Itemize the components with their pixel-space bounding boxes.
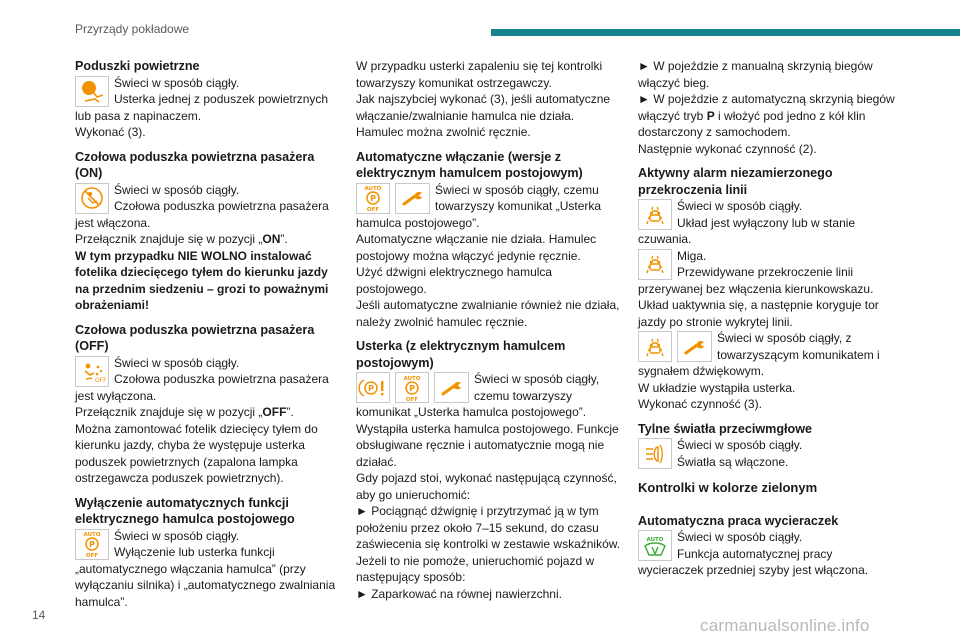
column-1	[75, 58, 343, 610]
svg-text:P: P	[368, 383, 374, 393]
lane-line-3: Miga.	[677, 248, 707, 263]
epb-fault-heading: Usterka (z elektrycznym hamulcem postojowym)	[356, 339, 566, 370]
auto-parking-brake-off-line-1: Świeci w sposób ciągły.	[114, 528, 240, 543]
auto-label: AUTO	[83, 532, 101, 538]
epb-fault-step-2: ► Zaparkować na równej nawierzchni.	[356, 586, 624, 603]
lane-line-8: Wykonać czynność (3).	[638, 397, 762, 411]
child-seat-warning: W tym przypadku NIE WOLNO instalować fotelika dziecięcego tyłem do kierunku jazdy na przednim siedzeniu – grozi to poważnymi obrażeniami!	[75, 248, 329, 312]
switch-text-c: ”.	[280, 232, 288, 246]
wrench-icon	[395, 183, 430, 214]
passenger-airbag-off-line-2: Czołowa poduszka powietrzna pasażera jest wyłączona.	[75, 372, 329, 403]
airbags-line-1: Świeci w sposób ciągły.	[114, 75, 240, 90]
auto-apply-heading: Automatyczne włączanie (wersje z elektrycznym hamulcem postojowym)	[356, 149, 583, 180]
gear-p: P	[706, 108, 715, 123]
auto-label: AUTO	[403, 375, 421, 382]
auto-wipers-line-1: Świeci w sposób ciągły.	[677, 530, 803, 544]
wrench-icon	[677, 331, 712, 362]
auto-wipers-line-2: Funkcja automatycznej pracy wycieraczek przedniej szyby jest włączona.	[638, 546, 869, 577]
page-number: 14	[32, 608, 46, 622]
airbags-line-2: Usterka jednej z poduszek powietrznych lub pasa z napinaczem.	[75, 92, 329, 123]
lane-departure-icon	[638, 331, 672, 362]
passenger-airbag-off-line-1: Świeci w sposób ciągły.	[114, 355, 240, 370]
auto-parking-brake-off-icon	[75, 529, 109, 560]
fault-intro-2: Jak najszybciej wykonać (3), jeśli automatyczne włączanie/zwalnianie hamulca nie działa.	[356, 92, 611, 123]
svg-text:P: P	[89, 540, 95, 549]
passenger-airbag-off-icon	[75, 356, 109, 387]
then-step-line: Następnie wykonać czynność (2).	[638, 141, 817, 156]
auto-wipers-icon	[638, 530, 672, 561]
lane-departure-icon	[638, 249, 672, 280]
header-accent-bar	[491, 29, 960, 36]
off-label: OFF	[85, 553, 99, 559]
fault-intro-3: Hamulec można zwolnić ręcznie.	[356, 125, 531, 139]
rear-fog-light-icon	[638, 438, 672, 469]
parking-brake-exclamation-icon	[356, 372, 390, 403]
auto-label: AUTO	[646, 536, 664, 543]
lane-line-6: Świeci w sposób ciągły, z towarzyszącym komunikatem i sygnałem dźwiękowym.	[638, 331, 880, 378]
airbags-line-3: Wykonać (3).	[75, 125, 146, 139]
epb-fault-line-1: Świeci w sposób ciągły, czemu towarzyszy komunikat „Usterka hamulca postojowego”.	[356, 372, 600, 419]
lane-line-1: Świeci w sposób ciągły.	[677, 199, 803, 213]
green-lights-heading: Kontrolki w kolorze zielonym	[638, 480, 818, 495]
airbags-heading: Poduszki powietrzne	[75, 59, 200, 73]
automatic-step-text-a: W pojeździe z automatyczną skrzynią biegów włączyć tryb	[638, 92, 895, 123]
header-title: Przyrządy pokładowe	[75, 22, 190, 36]
rear-fog-heading: Tylne światła przeciwmgłowe	[638, 421, 813, 436]
column-2	[356, 58, 624, 602]
switch-text-a: Przełącznik znajduje się w pozycji „	[75, 232, 263, 246]
off-label: OFF	[405, 396, 419, 403]
passenger-airbag-off-switch-line	[75, 404, 343, 421]
automatic-gearbox-step	[638, 91, 900, 141]
auto-apply-line-3: Użyć dźwigni elektrycznego hamulca postojowego.	[356, 265, 553, 296]
svg-text:P: P	[370, 194, 376, 203]
auto-apply-line-4: Jeśli automatyczne zwalnianie również nie działa, należy zwolnić hamulec ręcznie.	[356, 298, 620, 329]
off-label: OFF	[95, 377, 107, 384]
svg-text:P: P	[409, 383, 415, 393]
manual-gearbox-step: ► W pojeździe z manualną skrzynią biegów włączyć bieg.	[638, 58, 900, 91]
wrench-icon	[434, 372, 469, 403]
passenger-airbag-on-heading: Czołowa poduszka powietrzna pasażera (ON)	[75, 149, 315, 180]
fault-intro-1: W przypadku usterki zapaleniu się tej kontrolki towarzyszy komunikat ostrzegawczy.	[356, 59, 603, 90]
lane-line-2: Układ jest wyłączony lub w stanie czuwania.	[638, 215, 856, 246]
switch-text-c: ”.	[286, 405, 294, 419]
lane-alarm-heading: Aktywny alarm niezamierzonego przekroczenia linii	[638, 166, 833, 197]
auto-wipers-heading: Automatyczna praca wycieraczek	[638, 513, 839, 528]
auto-label: AUTO	[364, 186, 382, 192]
auto-parking-brake-off-heading: Wyłączenie automatycznych funkcji elektrycznego hamulca postojowego	[75, 495, 295, 526]
lane-line-5: Układ uaktywnia się, a następnie koryguje tor jazdy po stronie wykrytej linii.	[638, 298, 879, 329]
auto-parking-brake-off-line-2: Wyłączenie lub usterka funkcji „automatycznego włączania hamulca” (przy wyłączaniu silnika) i „automatycznego zwalniania hamulca”.	[75, 545, 336, 609]
lane-line-7: W układzie wystąpiła usterka.	[638, 380, 796, 395]
auto-parking-brake-icon	[356, 183, 390, 214]
switch-text-a: Przełącznik znajduje się w pozycji „	[75, 405, 263, 419]
lane-line-4: Przewidywane przekroczenie linii przerywanej bez włączenia kierunkowskazu.	[638, 265, 874, 296]
airbag-warning-icon	[75, 76, 109, 107]
rear-fog-line-1: Świeci w sposób ciągły.	[677, 438, 803, 452]
auto-apply-line-2: Automatyczne włączanie nie działa. Hamulec postojowy można włączyć jedynie ręcznie.	[356, 232, 597, 263]
watermark: carmanualsonline.info	[700, 616, 870, 635]
epb-fault-line-3: Gdy pojazd stoi, wykonać następującą czynność, aby go unieruchomić:	[356, 471, 617, 502]
passenger-airbag-on-switch-line	[75, 231, 343, 248]
passenger-airbag-on-line-2: Czołowa poduszka powietrzna pasażera jest włączona.	[75, 199, 329, 230]
automatic-step-text-c: i włożyć pod jedno z kół klin dostarczony z samochodem.	[638, 108, 866, 139]
column-3	[638, 58, 900, 579]
epb-fault-line-2: Wystąpiła usterka hamulca postojowego. Funkcje obsługiwane ręcznie i automatycznie mogą nie działać.	[356, 421, 619, 469]
epb-fault-line-4: Jeżeli to nie pomoże, unieruchomić pojazd w następujący sposób:	[356, 553, 595, 584]
passenger-airbag-off-line-4: Można zamontować fotelik dziecięcy tyłem do kierunku jazdy, chyba że występuje usterka poduszek powietrznych (zapalona lampka ostrzegawcza poduszek powietrznych).	[75, 421, 318, 485]
passenger-airbag-on-icon	[75, 183, 109, 214]
passenger-airbag-on-line-1: Świeci w sposób ciągły.	[114, 182, 240, 197]
switch-position-on: ON	[262, 232, 281, 246]
auto-apply-line-1: Świeci w sposób ciągły, czemu towarzyszy komunikat „Usterka hamulca postojowego”.	[356, 182, 602, 230]
rear-fog-line-2: Światła są włączone.	[677, 454, 789, 469]
passenger-airbag-off-heading: Czołowa poduszka powietrzna pasażera (OFF)	[75, 322, 315, 353]
lane-departure-icon	[638, 199, 672, 230]
switch-position-off: OFF	[262, 405, 287, 419]
auto-parking-brake-icon-2	[395, 372, 429, 403]
off-label: OFF	[366, 207, 380, 213]
epb-fault-step-1: ► Pociągnąć dźwignię i przytrzymać ją w tym położeniu przez około 7–15 sekund, do czasu zaświecenia się kontrolki w zestawie wskaźników.	[356, 503, 624, 553]
